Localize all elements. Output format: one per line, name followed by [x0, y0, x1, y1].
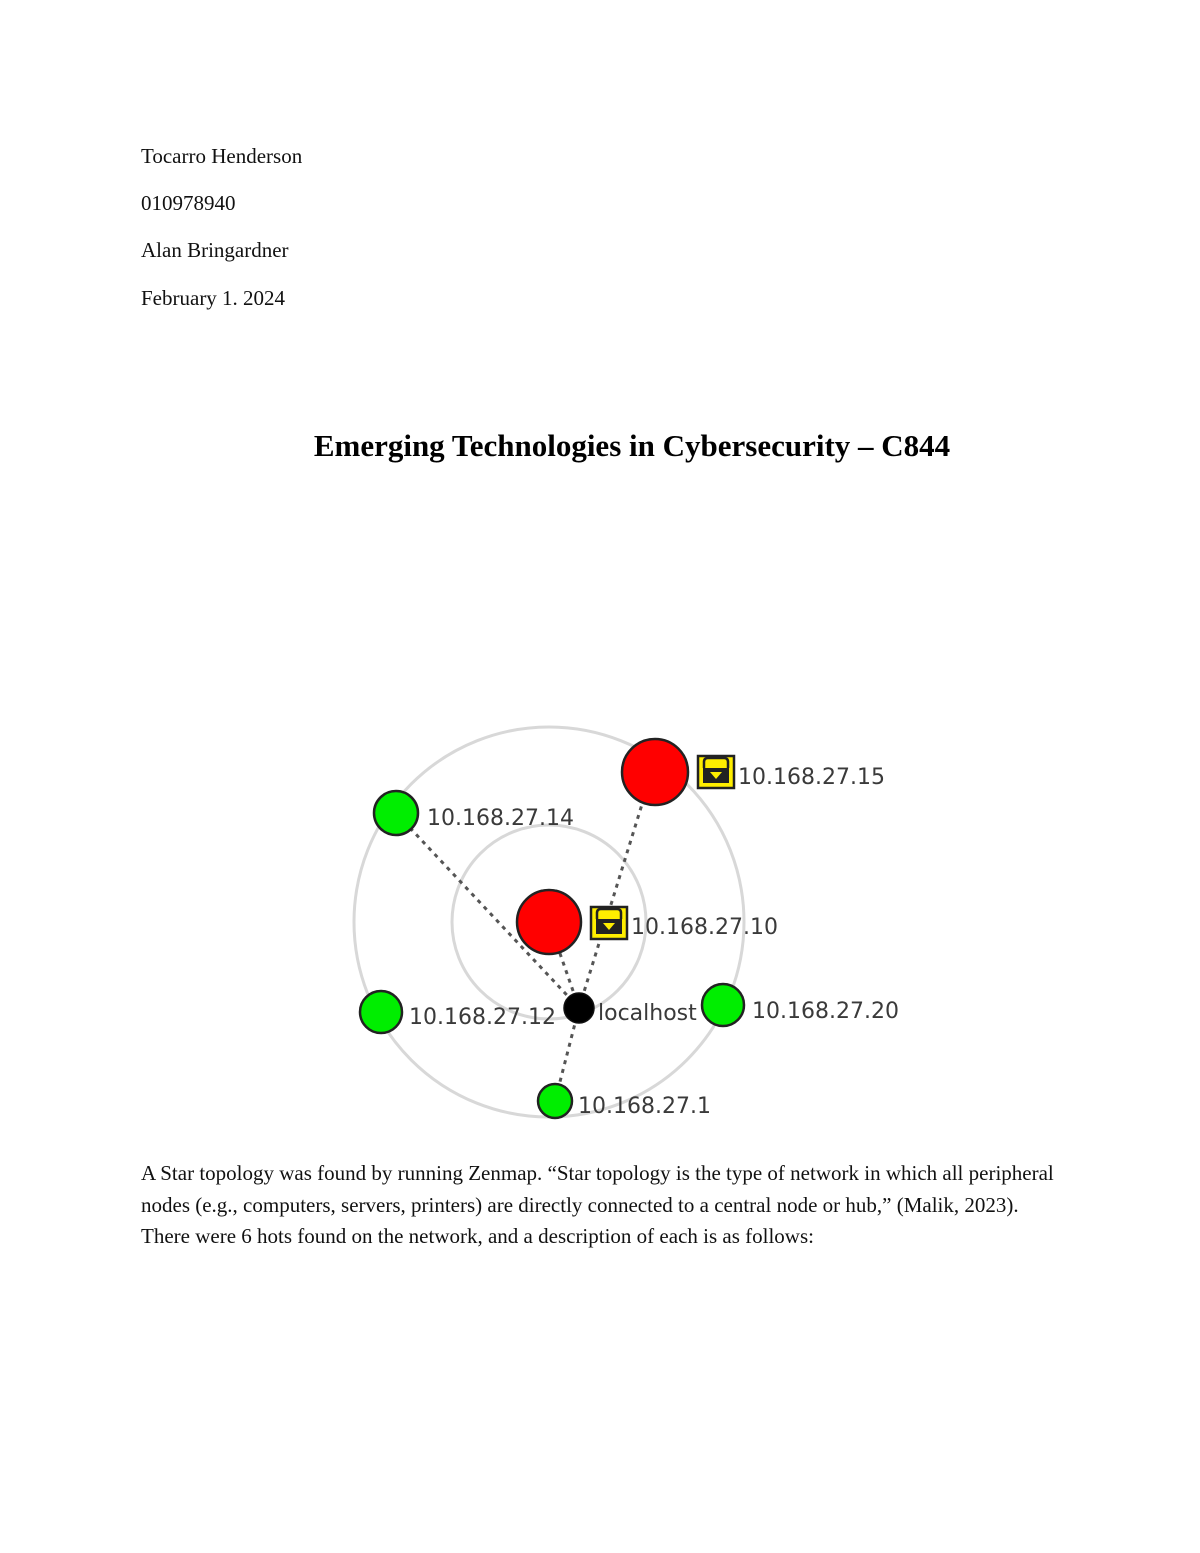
host-label-10-168-27-12: 10.168.27.12: [409, 1005, 556, 1030]
host-node-10-168-27-15: [622, 739, 688, 805]
lock-icon: [698, 756, 734, 788]
host-label-10-168-27-1: 10.168.27.1: [578, 1094, 711, 1119]
host-node-10-168-27-1: [538, 1084, 572, 1118]
localhost-node: [564, 993, 594, 1023]
host-node-10-168-27-10: [517, 890, 581, 954]
lock-icon: [591, 907, 627, 939]
document-title: Emerging Technologies in Cybersecurity – C844: [313, 428, 951, 463]
host-label-10-168-27-10: 10.168.27.10: [631, 915, 778, 940]
author-name: Tocarro Henderson: [141, 144, 303, 168]
host-label-10-168-27-14: 10.168.27.14: [427, 806, 574, 831]
host-node-10-168-27-12: [360, 991, 402, 1033]
body-paragraph: A Star topology was found by running Zenmap. “Star topology is the type of network in which all peripheral nodes (e.g., computers, servers, printers) are directly connected to a central node or hub,” (Malik, 2023). There were 6 hots found on the network, and a description of each is as follows:: [141, 1161, 1054, 1248]
instructor-name: Alan Bringardner: [141, 238, 289, 262]
student-id: 010978940: [141, 191, 236, 215]
host-label-10-168-27-15: 10.168.27.15: [738, 765, 885, 790]
host-label-10-168-27-20: 10.168.27.20: [752, 999, 899, 1024]
localhost-label: localhost: [598, 1001, 697, 1026]
host-node-10-168-27-14: [374, 791, 418, 835]
host-node-10-168-27-20: [702, 984, 744, 1026]
submission-date: February 1. 2024: [141, 286, 286, 310]
